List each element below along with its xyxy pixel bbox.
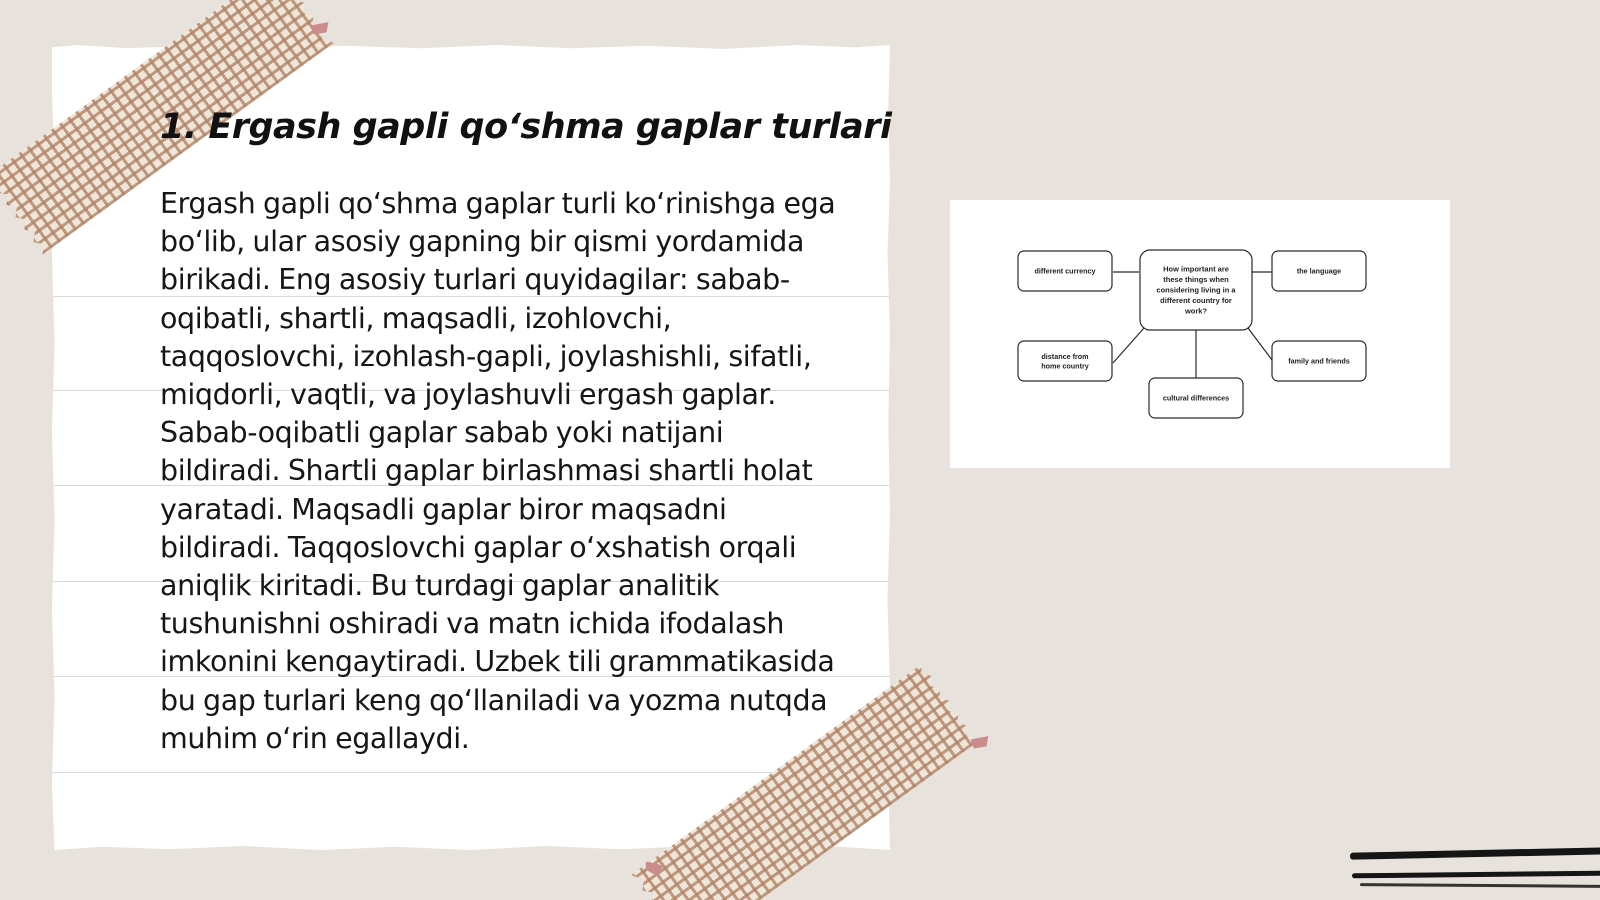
brush-stroke [1360,883,1600,888]
node-label-distance-from-home: distance from home country [1041,351,1089,371]
center-node-label: How important are these things when considering living in a different country for work? [1156,264,1236,316]
node-label-family-and-friends: family and friends [1288,356,1350,366]
mind-map-diagram [950,200,1450,468]
node-label-the-language: the language [1296,266,1342,276]
brush-stroke [1350,847,1600,859]
connector-line [1248,328,1272,360]
node-label-different-currency: different currency [1034,266,1096,276]
mind-map-image [950,200,1450,468]
brush-stroke [1352,871,1600,879]
slide-title: 1. Ergash gapli qo‘shma gaplar turlari [160,107,892,147]
node-label-cultural-differences: cultural differences [1162,393,1230,403]
connector-line [1113,328,1144,363]
tape-corner-tab [970,733,991,750]
slide-body-text: Ergash gapli qo‘shma gaplar turli ko‘rinishga ega bo‘lib, ular asosiy gapning bir qismi yordamida birikadi. Eng asosiy turlari quyidagilar: sabab-oqibatli, shartli, maqsadli, izohlovchi, taqqoslovchi, izohlash-gapli, joylashishli, sifatli, miqdorli, vaqtli, va joylashuvli ergash gaplar. Sabab-oqibatli gaplar sabab yoki natijani bildiradi. Shartli gaplar birlashmasi shartli holat yaratadi. Maqsadli gaplar biror maqsadni bildiradi. Taqqoslovchi gaplar o‘xshatish orqali aniqlik kiritadi. Bu turdagi gaplar analitik tushunishni oshiradi va matn ichida ifodalash imkonini kengaytiradi. Uzbek tili grammatikasida bu gap turlari keng qo‘llaniladi va yozma nutqda muhim o‘rin egallaydi. [160,187,836,755]
